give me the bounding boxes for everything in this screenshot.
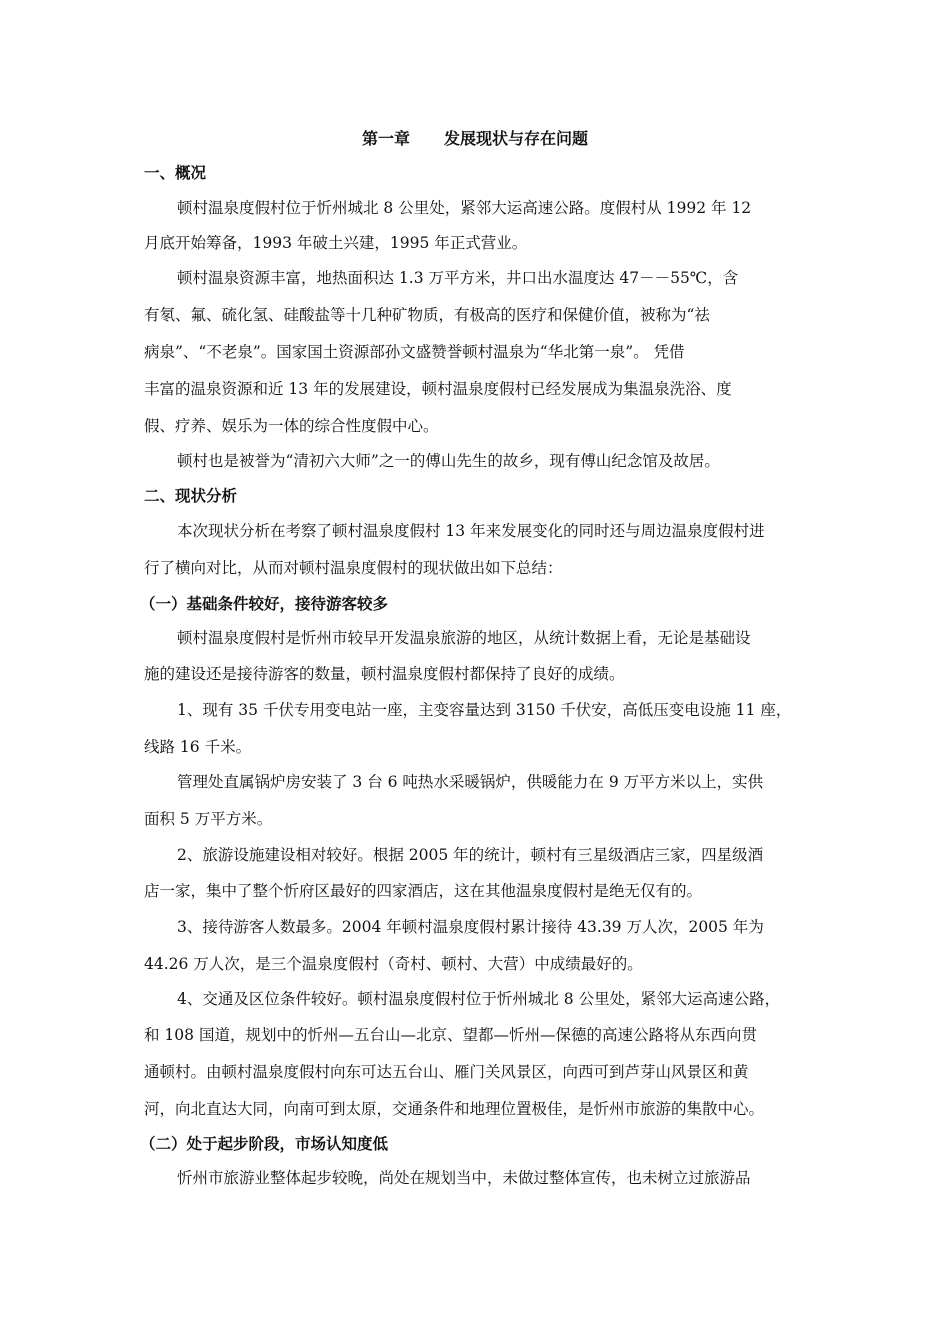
paragraph-line: 顿村温泉资源丰富，地热面积达 1.3 万平方米，井口出水温度达 47－－55℃，含 (177, 269, 739, 287)
paragraph-line: 丰富的温泉资源和近 13 年的发展建设，顿村温泉度假村已经发展成为集温泉洗浴、度 (144, 380, 732, 398)
chapter-title (0, 129, 950, 149)
paragraph-line: 河，向北直达大同，向南可到太原，交通条件和地理位置极佳，是忻州市旅游的集散中心。 (144, 1100, 765, 1118)
paragraph-line: 顿村温泉度假村是忻州市较早开发温泉旅游的地区，从统计数据上看，无论是基础设 (177, 629, 751, 647)
paragraph-line: 1、现有 35 千伏专用变电站一座，主变容量达到 3150 千伏安，高低压变电设施 11 座， (177, 701, 792, 719)
paragraph-line: 施的建设还是接待游客的数量，顿村温泉度假村都保持了良好的成绩。 (144, 665, 625, 683)
paragraph-line: 和 108 国道，规划中的忻州—五台山—北京、望都—忻州—保德的高速公路将从东西向贯 (144, 1026, 757, 1044)
paragraph-line: 管理处直属锅炉房安装了 3 台 6 吨热水采暖锅炉，供暖能力在 9 万平方米以上，实供 (177, 773, 764, 791)
paragraph-line: 月底开始筹备，1993 年破土兴建，1995 年正式营业。 (144, 234, 528, 252)
paragraph-line: 线路 16 千米。 (144, 738, 252, 756)
paragraph-line: 通顿村。由顿村温泉度假村向东可达五台山、雁门关风景区，向西可到芦芽山风景区和黄 (144, 1063, 749, 1081)
paragraph-line: 44.26 万人次，是三个温泉度假村（奇村、顿村、大营）中成绩最好的。 (144, 955, 643, 973)
paragraph-line: 忻州市旅游业整体起步较晚，尚处在规划当中，未做过整体宣传，也未树立过旅游品 (177, 1169, 751, 1187)
paragraph-line: 顿村温泉度假村位于忻州城北 8 公里处，紧邻大运高速公路。度假村从 1992 年 12 (177, 199, 752, 217)
paragraph-line: 有氡、氟、硫化氢、硅酸盐等十几种矿物质，有极高的医疗和保健价值，被称为“祛 (144, 306, 710, 324)
paragraph-line: 店一家，集中了整个忻府区最好的四家酒店，这在其他温泉度假村是绝无仅有的。 (144, 882, 703, 900)
chapter-number: 第一章 (361, 129, 410, 148)
paragraph-line: 4、交通及区位条件较好。顿村温泉度假村位于忻州城北 8 公里处，紧邻大运高速公路， (177, 990, 781, 1008)
subsection-heading: （一）基础条件较好，接待游客较多 (140, 595, 389, 613)
paragraph-line: 3、接待游客人数最多。2004 年顿村温泉度假村累计接待 43.39 万人次，2005 年为 (177, 918, 764, 936)
paragraph-line: 顿村也是被誉为“清初六大师”之一的傅山先生的故乡，现有傅山纪念馆及故居。 (177, 452, 720, 470)
paragraph-line: 病泉”、“不老泉”。国家国土资源部孙文盛赞誉顿村温泉为“华北第一泉”。 凭借 (144, 343, 685, 361)
chapter-name: 发展现状与存在问题 (444, 129, 589, 148)
paragraph-line: 假、疗养、娱乐为一体的综合性度假中心。 (144, 417, 439, 435)
paragraph-line: 2、旅游设施建设相对较好。根据 2005 年的统计，顿村有三星级酒店三家，四星级酒 (177, 846, 764, 864)
subsection-heading: （二）处于起步阶段，市场认知度低 (140, 1135, 389, 1153)
paragraph-line: 本次现状分析在考察了顿村温泉度假村 13 年来发展变化的同时还与周边温泉度假村进 (177, 522, 765, 540)
paragraph-line: 行了横向对比，从而对顿村温泉度假村的现状做出如下总结： (144, 559, 563, 577)
paragraph-line: 面积 5 万平方米。 (144, 810, 273, 828)
section-heading: 一、概况 (144, 164, 207, 182)
section-heading: 二、现状分析 (144, 487, 238, 505)
